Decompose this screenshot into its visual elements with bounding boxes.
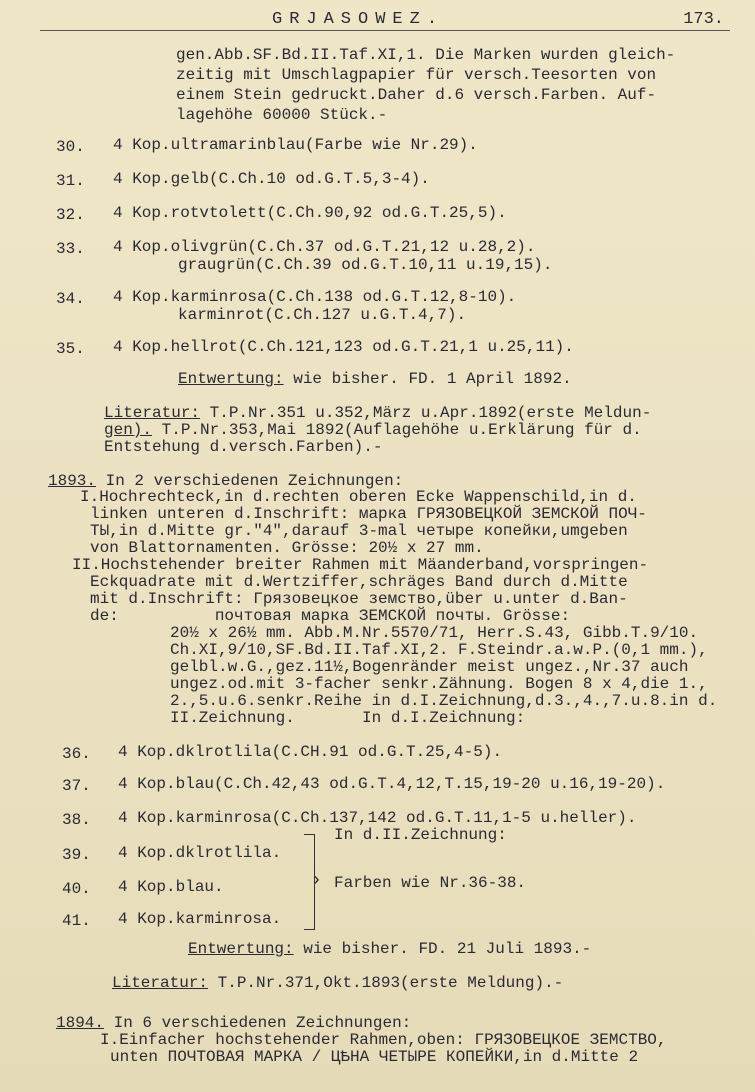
literature-text: T.P.Nr.353,Mai 1892(Auflagehöhe u.Erklärung für d. bbox=[152, 421, 642, 439]
page-number: 173. bbox=[683, 10, 724, 29]
intro-line: zeitig mit Umschlagpapier für versch.Teesorten von bbox=[176, 66, 657, 84]
design-line: 20½ x 26½ mm. Abb.M.Nr.5570/71, Herr.S.43, Gibb.T.9/10. bbox=[170, 624, 699, 642]
stamp-entry: 4 Kop.karminrosa(C.Ch.137,142 od.G.T.11,1-5 u.heller). bbox=[118, 809, 637, 827]
stamp-number: 39. bbox=[62, 846, 91, 864]
literature-label: Literatur: bbox=[104, 404, 201, 422]
running-title: GRJASOWEZ. bbox=[272, 10, 445, 29]
cancellation-label: Entwertung: bbox=[178, 370, 284, 388]
stamp-number: 35. bbox=[56, 340, 85, 358]
design-line: II.Hochstehender breiter Rahmen mit Mäanderband,vorspringen- bbox=[72, 556, 649, 574]
year-text: In 2 verschiedenen Zeichnungen: bbox=[96, 472, 404, 490]
year-label: 1894. bbox=[56, 1014, 105, 1032]
stamp-number: 33. bbox=[56, 240, 85, 258]
brace-tip: › bbox=[311, 871, 322, 891]
literature-label: Literatur: bbox=[112, 974, 209, 992]
stamp-entry-variant: karminrot(C.Ch.127 u.G.T.4,7). bbox=[178, 306, 467, 324]
design-line: linken unteren d.Inschrift: марка ГРЯЗОВЕЦКОЙ ЗЕМСКОЙ ПОЧ- bbox=[90, 505, 647, 523]
year-text: In 6 verschiedenen Zeichnungen: bbox=[104, 1014, 412, 1032]
stamp-entry: 4 Kop.dklrotlila(C.CH.91 od.G.T.25,4-5). bbox=[118, 743, 503, 761]
year-heading bbox=[56, 1014, 411, 1032]
stamp-number: 34. bbox=[56, 290, 85, 308]
design-line: Eckquadrate mit d.Wertziffer,schräges Band durch d.Mitte bbox=[90, 573, 628, 591]
stamp-number: 38. bbox=[62, 811, 91, 829]
design-line: I.Einfacher hochstehender Rahmen,oben: ГРЯЗОВЕЦКОЕ ЗЕМСТВО, bbox=[100, 1031, 667, 1049]
stamp-number: 41. bbox=[62, 912, 91, 930]
page-header bbox=[40, 8, 730, 36]
stamp-number: 30. bbox=[56, 138, 85, 156]
stamp-entry: 4 Kop.olivgrün(C.Ch.37 od.G.T.21,12 u.28,2). bbox=[113, 238, 536, 256]
stamp-entry: 4 Kop.rotvtolett(C.Ch.90,92 od.G.T.25,5). bbox=[113, 204, 507, 222]
design-line: mit d.Inschrift: Грязовецкое земство,über u.unter d.Ban- bbox=[90, 590, 628, 608]
literature-line bbox=[112, 974, 563, 992]
stamp-entry: 4 Kop.karminrosa. bbox=[118, 910, 282, 928]
design-line: I.Hochrechteck,in d.rechten oberen Ecke Wappenschild,in d. bbox=[80, 488, 637, 506]
literature-line bbox=[104, 421, 642, 439]
stamp-entry: 4 Kop.blau(C.Ch.42,43 od.G.T.4,12,T.15,19-20 u.16,19-20). bbox=[118, 775, 666, 793]
stamp-number: 31. bbox=[56, 172, 85, 190]
design-line: 2.,5.u.6.senkr.Reihe in d.I.Zeichnung,d.3.,4.,7.u.8.in d. bbox=[170, 692, 718, 710]
cancellation-line bbox=[188, 940, 591, 958]
year-label: 1893. bbox=[48, 472, 97, 490]
literature-text: T.P.Nr.371,Okt.1893(erste Meldung).- bbox=[208, 974, 564, 992]
stamp-entry: 4 Kop.gelb(C.Ch.10 od.G.T.5,3-4). bbox=[113, 170, 430, 188]
intro-line: einem Stein gedruckt.Daher d.6 versch.Farben. Auf- bbox=[176, 86, 657, 104]
cancellation-line bbox=[178, 370, 572, 388]
design-line: ТЫ,in d.Mitte gr."4",darauf 3-mal четыре копейки,umgeben bbox=[90, 522, 628, 540]
intro-line: gen.Abb.SF.Bd.II.Taf.XI,1. Die Marken wurden gleich- bbox=[176, 46, 676, 64]
stamp-number: 32. bbox=[56, 206, 85, 224]
literature-text: T.P.Nr.351 u.352,März u.Apr.1892(erste Meldun- bbox=[200, 404, 652, 422]
stamp-entry: 4 Kop.hellrot(C.Ch.121,123 od.G.T.21,1 u.25,11). bbox=[113, 338, 574, 356]
cancellation-text: wie bisher. FD. 21 Juli 1893.- bbox=[293, 940, 592, 958]
stamp-entry: 4 Kop.karminrosa(C.Ch.138 od.G.T.12,8-10). bbox=[113, 288, 517, 306]
design-line: Ch.XI,9/10,SF.Bd.II.Taf.XI,2. F.Steindr.a.w.P.(0,1 mm.), bbox=[170, 641, 708, 659]
stamp-entry: 4 Kop.blau. bbox=[118, 878, 224, 896]
design-line: II.Zeichnung. In d.I.Zeichnung: bbox=[170, 709, 526, 727]
header-rule bbox=[40, 30, 730, 31]
stamp-number: 40. bbox=[62, 880, 91, 898]
stamp-entry-variant: graugrün(C.Ch.39 od.G.T.10,11 u.19,15). bbox=[178, 256, 553, 274]
intro-line: lagehöhe 60000 Stück.- bbox=[176, 106, 388, 124]
design-line: gelbl.w.G.,gez.11½,Bogenränder meist ungez.,Nr.37 auch bbox=[170, 658, 689, 676]
literature-line: Entstehung d.versch.Farben).- bbox=[104, 438, 383, 456]
literature-text: gen). bbox=[104, 421, 153, 439]
subheading: In d.II.Zeichnung: bbox=[334, 826, 507, 844]
cancellation-label: Entwertung: bbox=[188, 940, 294, 958]
stamp-number: 36. bbox=[62, 745, 91, 763]
stamp-entry: 4 Kop.dklrotlila. bbox=[118, 844, 282, 862]
brace-note: Farben wie Nr.36-38. bbox=[334, 874, 527, 892]
stamp-entry: 4 Kop.ultramarinblau(Farbe wie Nr.29). bbox=[113, 136, 478, 154]
design-line: von Blattornamenten. Grösse: 20½ x 27 mm. bbox=[90, 539, 484, 557]
design-line: de: почтовая марка ЗЕМСКОЙ почты. Grösse: bbox=[90, 607, 571, 625]
literature-line bbox=[104, 404, 651, 422]
design-line: unten ПОЧТОВАЯ МАРКА / ЦѢНА ЧЕТЫРЕ КОПЕЙКИ,in d.Mitte 2 bbox=[110, 1048, 639, 1066]
design-line: ungez.od.mit 3-facher senkr.Zähnung. Bogen 8 x 4,die 1., bbox=[170, 675, 708, 693]
stamp-number: 37. bbox=[62, 777, 91, 795]
cancellation-text: wie bisher. FD. 1 April 1892. bbox=[283, 370, 572, 388]
